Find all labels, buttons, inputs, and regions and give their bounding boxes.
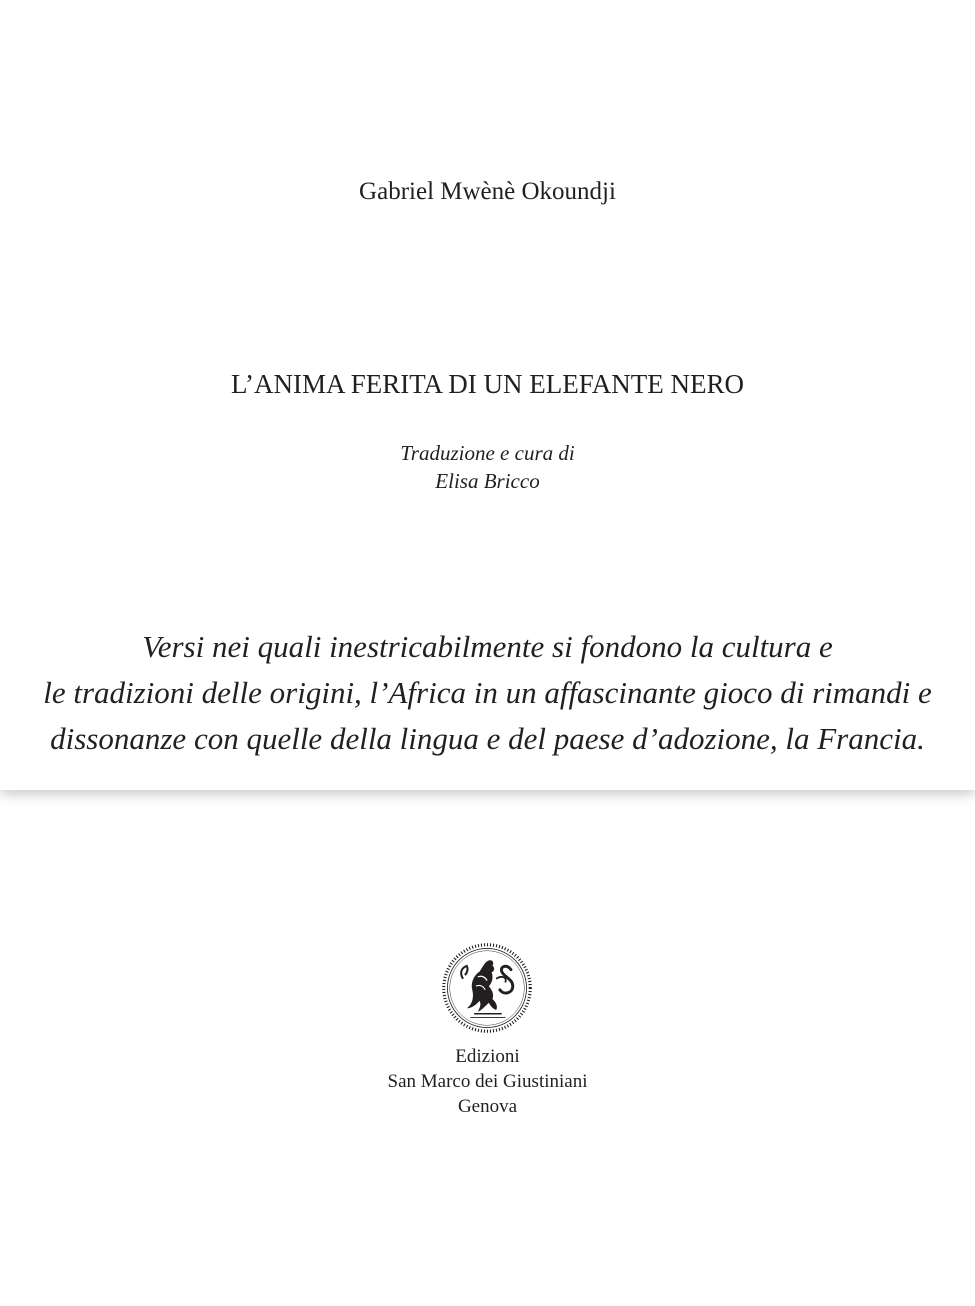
tagline-line-2: le tradizioni delle origini, l’Africa in un affascinante gioco di rimandi e [43,675,932,710]
publisher-imprint: Edizioni [455,1046,520,1067]
author-name: Gabriel Mwènè Okoundji [359,178,616,205]
lion-emblem-icon [441,942,533,1034]
title-page-lower [0,790,975,1306]
tagline-line-3: dissonanze con quelle della lingua e del paese d’adozione, la Francia. [50,721,925,756]
tagline-line-1: Versi nei quali inestricabilmente si fondono la cultura e [142,629,833,664]
book-title: L’ANIMA FERITA DI UN ELEFANTE NERO [230,369,745,399]
publisher-name: San Marco dei Giustiniani [387,1071,588,1092]
publisher-city: Genova [457,1096,518,1117]
credits-role: Traduzione e cura di [400,441,575,465]
translation-credits [0,439,975,495]
publisher-info [0,1044,975,1119]
credits-translator: Elisa Bricco [435,469,540,493]
book-tagline [0,624,975,762]
